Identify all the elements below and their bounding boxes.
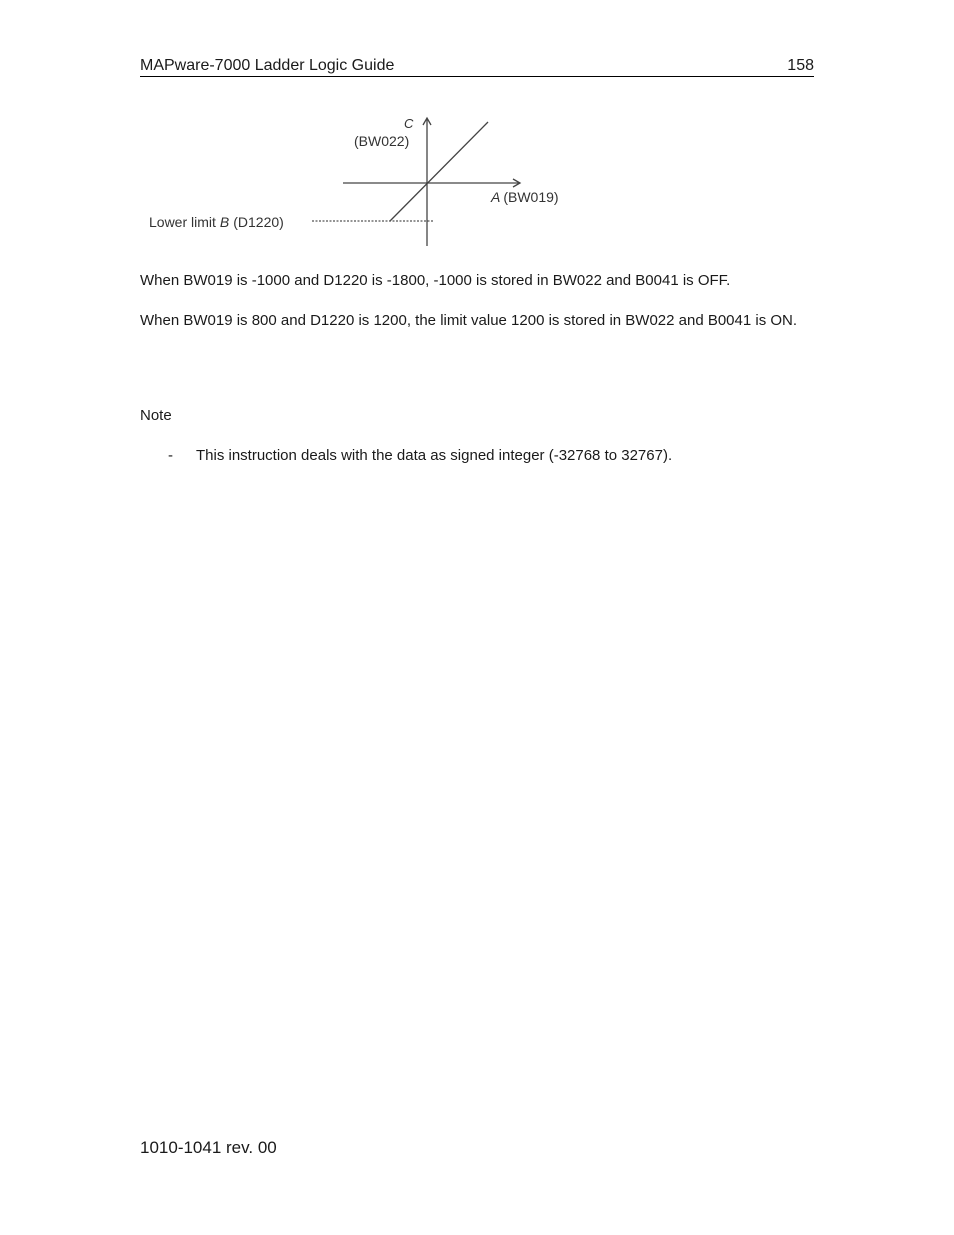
y-axis-symbol: C [404, 116, 414, 131]
page-header [140, 56, 814, 77]
paragraph: When BW019 is -1000 and D1220 is -1800, -1000 is stored in BW022 and B0041 is OFF. [140, 272, 731, 289]
lower-limit-label [149, 214, 284, 230]
x-axis-register: (BW019) [503, 189, 559, 205]
note-heading: Note [140, 407, 172, 424]
page-number: 158 [787, 57, 814, 74]
x-axis-symbol: A [491, 189, 501, 205]
lower-limit-diagram [140, 112, 580, 252]
list-item-text: This instruction deals with the data as signed integer (-32768 to 32767). [196, 447, 673, 464]
page-footer: 1010-1041 rev. 00 [140, 1138, 277, 1157]
y-axis-label: (BW022) [354, 133, 410, 149]
paragraph: When BW019 is 800 and D1220 is 1200, the limit value 1200 is stored in BW022 and B0041 is ON. [140, 312, 798, 329]
x-axis-label [490, 189, 559, 205]
document-title: MAPware-7000 Ladder Logic Guide [140, 57, 395, 74]
lower-limit-prefix: Lower limit [149, 214, 216, 230]
diagram-svg [140, 112, 580, 252]
lower-limit-register: (D1220) [233, 214, 284, 230]
lower-limit-symbol: B [219, 214, 230, 230]
bullet-marker: - [168, 447, 173, 464]
